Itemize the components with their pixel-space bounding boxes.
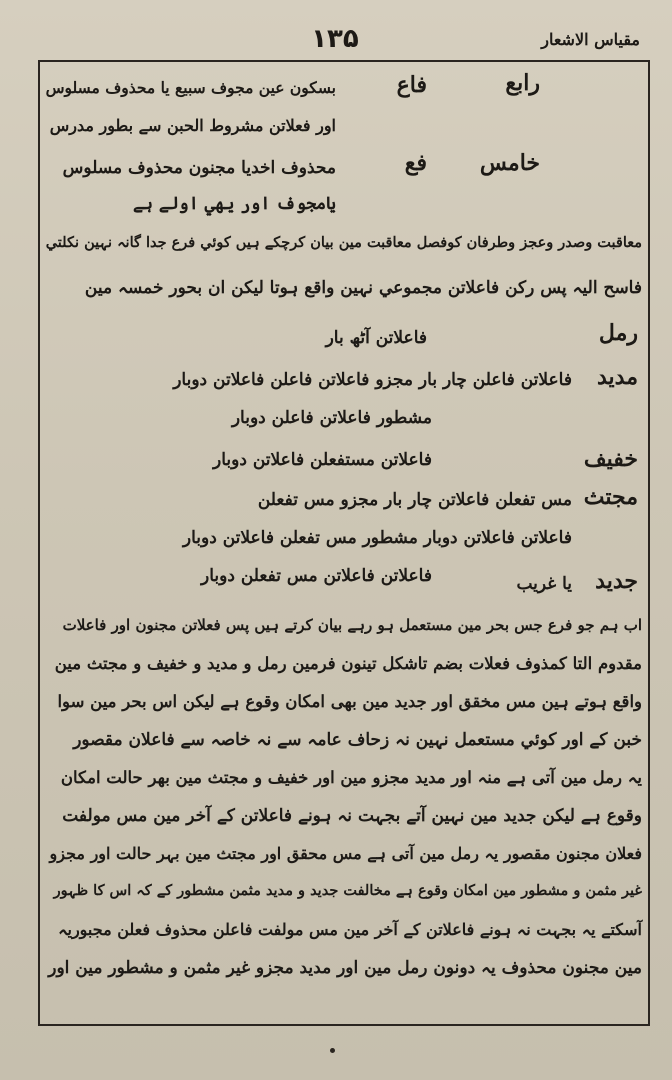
meter-name-madid: مديد <box>596 364 638 390</box>
page-header <box>30 24 640 64</box>
paragraph-line: واقع ہوتے ہين مس مخقق اور جديد مين بھی امكان وقوع ہے ليكن اس بحر مين سوا <box>57 692 642 711</box>
paragraph-line: معاقبت وصدر وعجز وطرفان كوفصل معاقبت مين بيان كرچكے ہيں كوئي فرع جدا گانہ نہين نكلتي <box>45 234 642 251</box>
paragraph-line: مين مجنون محذوف يہ دونون رمل مين اور مديد مجزو غير مثمن و مشطور مين اور <box>48 958 642 978</box>
meter-pattern: فاعلاتن مستفعلن فاعلاتن دوبار <box>213 450 432 470</box>
table-row: يامجوف اور يهي اولے ہے <box>133 194 336 214</box>
meter-name-jadid: جديد <box>595 568 638 594</box>
paragraph-line: آسكتے يہ بجہت نہ ہونے فاعلاتن كے آخر مين مس مولفت فاعلن محذوف فعلن مجبوريہ <box>58 920 642 939</box>
table-row: اور فعلاتن مشروط الحبن سے بطور مدرس <box>49 116 336 135</box>
table-row: محذوف اخديا مجنون محذوف مسلوس <box>62 158 336 178</box>
table-row: بسكون عين مجوف سبيع يا محذوف مسلوس <box>45 78 336 97</box>
page-mark-dot <box>330 1048 335 1053</box>
paragraph-line: وقوع ہے ليكن جديد مين نہين آتے بجہت نہ ہونے فاعلاتن كے آخر مين مس مولفت <box>62 806 642 826</box>
meter-name-mujtass: مجتث <box>583 484 638 510</box>
meter-label-khamis: خامس <box>479 150 540 176</box>
meter-pattern: مشطور فاعلاتن فاعلن دوبار <box>231 408 432 428</box>
paragraph-line: يہ رمل مين آتی ہے منہ اور مديد مجزو مين اور خفيف و مجتث مين بھر حالت امكان <box>60 768 642 787</box>
meter-name-ramal: رمل <box>598 320 638 346</box>
pattern-fa: فع <box>404 150 427 176</box>
meter-name-khafif: خفيف <box>583 446 638 472</box>
meter-pattern: مس تفعلن فاعلاتن چار بار مجزو مس تفعلن <box>257 490 572 510</box>
meter-pattern: فاعلاتن فاعلاتن مس تفعلن دوبار <box>201 566 432 586</box>
paragraph-line: فعلان مجنون مقصور يہ رمل مين آتی ہے مس محقق اور مجتث مين بہر حالت اور مجزو <box>49 844 642 863</box>
meter-pattern: فاعلاتن فاعلاتن دوبار مشطور مس تفعلن فاعلاتن دوبار <box>182 528 572 548</box>
pattern-faa: فاع <box>396 72 427 98</box>
meter-pattern: فاعلاتن آٹھ بار <box>325 328 427 348</box>
paragraph-line: فاسح اليہ پس ركن فاعلاتن مجموعي نہين واقع ہوتا ليكن ان بحور خمسہ مين <box>84 278 642 298</box>
paragraph-line: اب ہم جو فرع جس بحر مين مستعمل ہو رہے بيان كرتے ہيں پس فعلاتن مجنون اور فاعلات <box>62 616 642 634</box>
page-number: ۱۳۵ <box>311 24 359 54</box>
meter-pattern: فاعلاتن فاعلن چار بار مجزو فاعلاتن فاعلن فاعلاتن دوبار <box>173 370 572 390</box>
paragraph-line: مقدوم التا كمذوف فعلات بضم تاشكل تينون فرمين رمل و مديد و خفيف و مجتث مين <box>54 654 642 673</box>
meter-label-rabi: رابع <box>505 70 540 96</box>
running-title: مقياس الاشعار <box>541 30 640 49</box>
paragraph-line: خبن كے اور كوئي مستعمل نہين نہ زحاف عامہ سے نہ خاصہ سے فاعلان مقصور <box>73 730 642 750</box>
meter-pattern: يا غريب <box>516 574 572 594</box>
paragraph-line: غير مثمن و مشطور مين امكان وقوع ہے مخالفت جديد و مديد مثمن مشطور كے كہ اس كا ظہور <box>53 882 642 899</box>
